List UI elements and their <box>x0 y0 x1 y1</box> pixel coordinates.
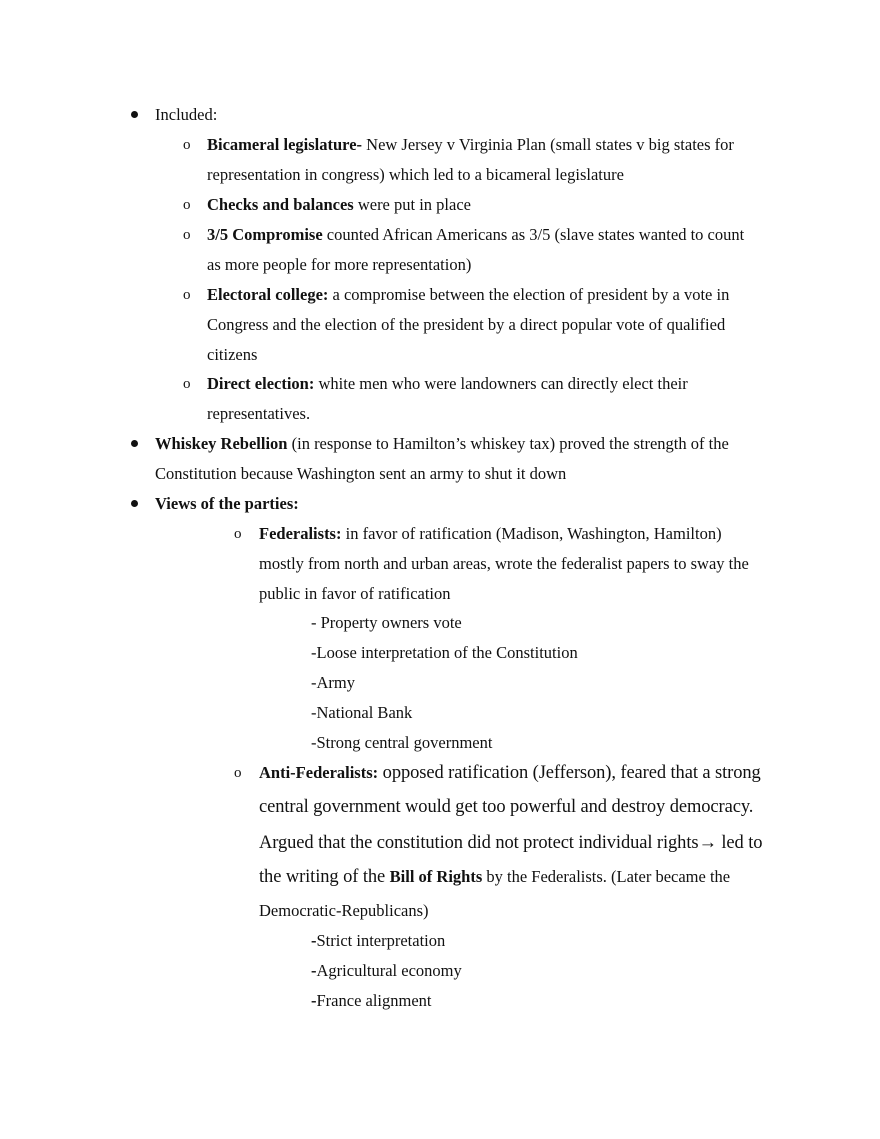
text-anti-2: central government would get too powerful and destroy democracy. <box>259 797 754 817</box>
federalist-point: -Loose interpretation of the Constitution <box>311 643 578 662</box>
hollow-bullet-icon: o <box>183 137 191 153</box>
text-whiskey-1: (in response to Hamilton’s whiskey tax) proved the strength of the <box>287 434 729 453</box>
text-direct-election-1: white men who were landowners can directly elect their <box>314 374 688 393</box>
term-bicameral: Bicameral legislature- <box>207 135 363 154</box>
text-anti-3: Argued that the constitution did not protect individual rights→ led to <box>259 833 763 853</box>
text-three-fifths-2: as more people for more representation) <box>207 255 472 274</box>
hollow-bullet-icon: o <box>183 287 191 303</box>
text-anti-4a: the writing of the <box>259 867 390 887</box>
text-federalists-3: public in favor of ratification <box>259 584 451 603</box>
text-anti-4c: by the Federalists. (Later became the <box>482 867 731 886</box>
bullet-icon <box>131 440 138 447</box>
text-federalists-2: mostly from north and urban areas, wrote the federalist papers to sway the <box>259 554 749 573</box>
list-item-anti-federalists <box>259 758 761 788</box>
text-electoral-2: Congress and the election of the president by a direct popular vote of qualified <box>207 315 726 334</box>
bullet-icon <box>131 500 138 507</box>
text-three-fifths-1: counted African Americans as 3/5 (slave states wanted to count <box>322 225 745 244</box>
anti-point-dash: - <box>311 961 317 980</box>
term-direct-election: Direct election: <box>207 374 315 393</box>
term-whiskey: Whiskey Rebellion <box>155 434 288 453</box>
hollow-bullet-icon: o <box>234 526 242 542</box>
federalist-point: -National Bank <box>311 703 413 722</box>
anti-point-text: Strict interpretation <box>316 931 446 950</box>
text-federalists-1: in favor of ratification (Madison, Washington, Hamilton) <box>341 524 722 543</box>
anti-point-text: France alignment <box>316 991 432 1010</box>
hollow-bullet-icon: o <box>183 227 191 243</box>
included-label: Included: <box>155 105 218 124</box>
text-checks-1: were put in place <box>353 195 471 214</box>
text-direct-election-2: representatives. <box>207 404 311 423</box>
term-anti-federalists: Anti-Federalists: <box>259 763 379 782</box>
anti-point <box>311 956 462 986</box>
text-anti-4 <box>259 862 730 892</box>
term-bill-of-rights: Bill of Rights <box>389 867 483 886</box>
term-three-fifths: 3/5 Compromise <box>207 225 323 244</box>
text-anti-1: opposed ratification (Jefferson), feared that a strong <box>378 763 761 783</box>
text-whiskey-2: Constitution because Washington sent an army to shut it down <box>155 464 567 483</box>
anti-point <box>311 926 445 956</box>
anti-point-dash: - <box>311 991 317 1010</box>
term-electoral: Electoral college: <box>207 285 329 304</box>
bullet-icon <box>131 111 138 118</box>
federalist-point: -Strong central government <box>311 733 493 752</box>
list-item-federalists <box>259 519 722 549</box>
text-bicameral-2: representation in congress) which led to a bicameral legislature <box>207 165 624 184</box>
term-checks: Checks and balances <box>207 195 354 214</box>
list-item-electoral <box>207 280 729 310</box>
views-label: Views of the parties: <box>155 494 299 513</box>
text-electoral-1: a compromise between the election of president by a vote in <box>328 285 730 304</box>
term-federalists: Federalists: <box>259 524 342 543</box>
list-item-three-fifths <box>207 220 744 250</box>
hollow-bullet-icon: o <box>234 765 242 781</box>
anti-point-text: Agricultural economy <box>316 961 462 980</box>
list-item-whiskey <box>155 429 729 459</box>
hollow-bullet-icon: o <box>183 376 191 392</box>
list-item-checks <box>207 190 471 220</box>
federalist-point: -Army <box>311 673 355 692</box>
anti-point <box>311 986 432 1016</box>
list-item-direct-election <box>207 369 688 399</box>
list-item-bicameral <box>207 130 734 160</box>
text-electoral-3: citizens <box>207 345 258 364</box>
anti-point-dash: - <box>311 931 317 950</box>
text-bicameral-1: New Jersey v Virginia Plan (small states v big states for <box>362 135 734 154</box>
text-anti-5: Democratic-Republicans) <box>259 901 429 920</box>
hollow-bullet-icon: o <box>183 197 191 213</box>
federalist-point: - Property owners vote <box>311 613 462 632</box>
